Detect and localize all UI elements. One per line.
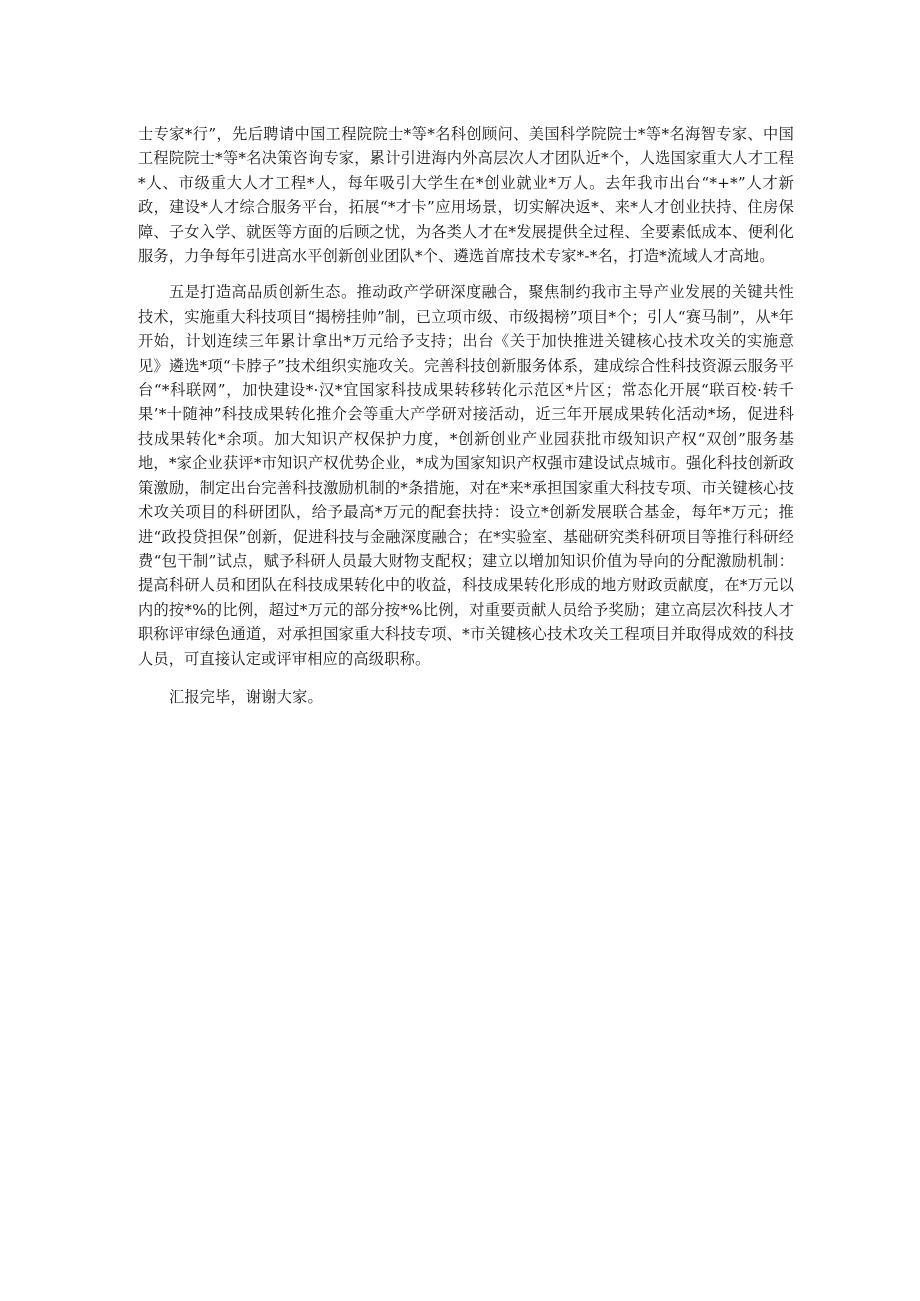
paragraph-talent-continued: 士专家*行”，先后聘请中国工程院院士*等*名科创顾问、美国科学院院士*等*名海智专家、中国工程院院士*等*名决策咨询专家，累计引进海内外高层次人才团队近*个，人选国家重大人才工程*人、市级重大人才工程*人，每年吸引大学生在*创业就业*万人。去年我市出台“*+*”人才新政，建设*人才综合服务平台，拓展“*才卡”应用场景，切实解决返*、来*人才创业扶持、住房保障、子女入学、就医等方面的后顾之忧，为各类人才在*发展提供全过程、全要素低成本、便利化服务，力争每年引进高水平创新创业团队*个、遴选首席技术专家*-*名，打造*流域人才高地。 xyxy=(138,125,794,266)
document-page xyxy=(138,122,794,709)
paragraph-closing: 汇报完毕，谢谢大家。 xyxy=(169,687,323,706)
paragraph-innovation-ecology: 五是打造高品质创新生态。推动政产学研深度融合，聚焦制约我市主导产业发展的关键共性技术，实施重大科技项目“揭榜挂帅”制，已立项市级、市级揭榜”项目*个；引人“赛马制”，从*年开始，计划连续三年累计拿出*万元给予支持；出台《关于加快推进关键核心技术攻关的实施意见》遴选*项“卡脖子”技术组织实施攻关。完善科技创新服务体系，建成综合性科技资源云服务平台“*科联网”，加快建设*·汉*宜国家科技成果转移转化示范区*片区；常态化开展“联百校·转千果’*十随神”科技成果转化推介会等重大产学研对接活动，近三年开展成果转化活动*场，促进科技成果转化*余项。加大知识产权保护力度，*创新创业产业园获批市级知识产权“双创”服务基地，*家企业获评*市知识产权优势企业，*成为国家知识产权强市建设试点城市。强化科技创新政策激励，制定出台完善科技激励机制的*条措施，对在*来*承担国家重大科技专项、市关键核心技术攻关项目的科研团队，给予最高*万元的配套扶持：设立*创新发展联合基金，每年*万元；推进“政投贷担保”创新，促进科技与金融深度融合；在*实验室、基础研究类科研项目等推行科研经费“包干制”试点，赋予科研人员最大财物支配权；建立以增加知识价值为导向的分配激励机制：提高科研人员和团队在科技成果转化中的收益，科技成果转化形成的地方财政贡献度，在*万元以内的按*%的比例，超过*万元的部分按*%比例，对重要贡献人员给予奖励；建立高层次科技人才职称评审绿色通道，对承担国家重大科技专项、*市关键核心技术攻关工程项目并取得成效的科技人员，可直接认定或评审相应的高级职称。 xyxy=(138,283,794,668)
